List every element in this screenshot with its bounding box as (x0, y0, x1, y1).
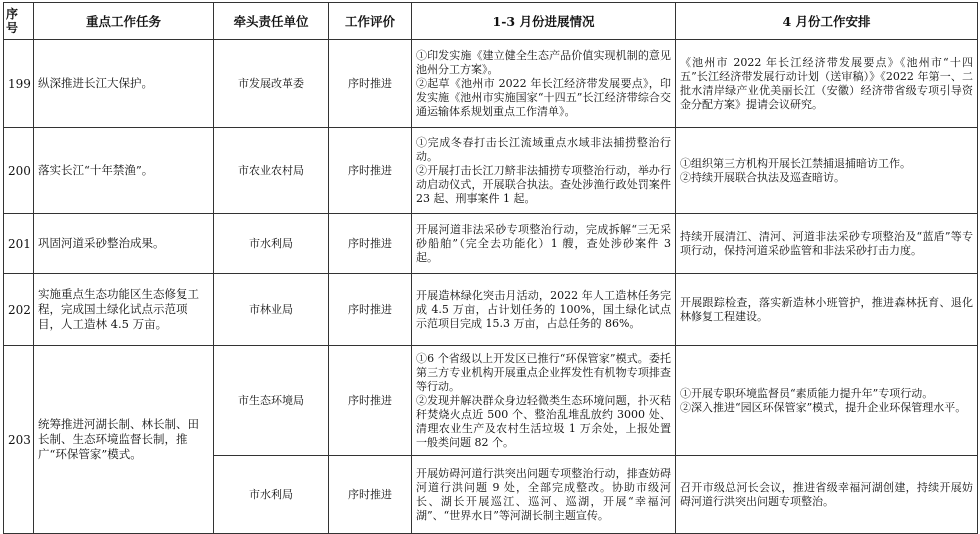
row-plan: ①开展专职环境监督员“素质能力提升年”专项行动。 ②深入推进“园区环保管家”模式，提升企业环保管理水平。 (676, 346, 978, 456)
row-eval: 序时推进 (329, 128, 412, 214)
row-seq: 201 (4, 214, 34, 274)
row-eval: 序时推进 (329, 346, 412, 456)
header-unit: 牵头责任单位 (214, 3, 329, 40)
row-unit: 市生态环境局 (214, 346, 329, 456)
row-task: 纵深推进长江大保护。 (34, 40, 214, 128)
row-eval: 序时推进 (329, 214, 412, 274)
table-row (4, 214, 978, 274)
row-plan: 《池州市 2022 年长江经济带发展要点》《池州市“十四五”长江经济带发展行动计划（送审稿）》《2022 年第一、二批水清岸绿产业优美丽长江（安徽）经济带省级专项引导资金分配方案》提请会议研究。 (676, 40, 978, 128)
row-unit: 市发展改革委 (214, 40, 329, 128)
header-seq: 序 号 (4, 3, 34, 40)
row-unit: 市农业农村局 (214, 128, 329, 214)
row-progress: ①完成冬春打击长江流域重点水域非法捕捞整治行动。 ②开展打击长江刀鲚非法捕捞专项整治行动，举办行动启动仪式，开展联合执法。查处涉渔行政处罚案件 23 起、刑事案件 1 起。 (412, 128, 676, 214)
row-seq: 203 (4, 346, 34, 534)
row-plan: 召开市级总河长会议，推进省级幸福河湖创建，持续开展妨碍河道行洪突出问题专项整治。 (676, 456, 978, 534)
row-plan: ①组织第三方机构开展长江禁捕退捕暗访工作。 ②持续开展联合执法及巡查暗访。 (676, 128, 978, 214)
row-task: 落实长江“十年禁渔”。 (34, 128, 214, 214)
header-eval: 工作评价 (329, 3, 412, 40)
header-task: 重点工作任务 (34, 3, 214, 40)
row-unit: 市水利局 (214, 214, 329, 274)
row-progress: 开展河道非法采砂专项整治行动，完成拆解“三无采砂船舶”（完全去功能化）1 艘，查处涉砂案件 3 起。 (412, 214, 676, 274)
row-plan: 开展跟踪检查，落实新造林小班管护，推进森林抚育、退化林修复工程建设。 (676, 274, 978, 346)
table-row (4, 346, 978, 456)
row-progress: 开展妨碍河道行洪突出问题专项整治行动，排查妨碍河道行洪问题 9 处，全部完成整改。协助市级河长、湖长开展巡江、巡河、巡湖，开展“幸福河湖”、“世界水日”等河湖长制主题宣传。 (412, 456, 676, 534)
row-seq: 202 (4, 274, 34, 346)
header-plan: 4 月份工作安排 (676, 3, 978, 40)
table-header-row (4, 3, 978, 40)
table-row (4, 128, 978, 214)
row-task: 统筹推进河湖长制、林长制、田长制、生态环境监督长制，推广“环保管家”模式。 (34, 346, 214, 534)
work-task-table (3, 2, 978, 534)
row-unit: 市水利局 (214, 456, 329, 534)
row-progress: ①6 个省级以上开发区已推行“环保管家”模式。委托第三方专业机构开展重点企业挥发性有机物专项排查等行动。 ②发现并解决群众身边轻微类生态环境问题，扑灭秸秆焚烧火点近 500 个、整治乱堆乱放约 3000 处、清理农业生产及农村生活垃圾 1 万余处，上报处置一般类问题 82 个。 (412, 346, 676, 456)
table-row (4, 274, 978, 346)
table-row (4, 40, 978, 128)
header-progress: 1-3 月份进展情况 (412, 3, 676, 40)
row-task: 巩固河道采砂整治成果。 (34, 214, 214, 274)
row-eval: 序时推进 (329, 456, 412, 534)
row-plan: 持续开展清江、清河、河道非法采砂专项整治及“蓝盾”等专项行动，保持河道采砂监管和非法采砂打击力度。 (676, 214, 978, 274)
row-seq: 199 (4, 40, 34, 128)
row-eval: 序时推进 (329, 40, 412, 128)
row-progress: ①印发实施《建立健全生态产品价值实现机制的意见池州分工方案》。 ②起草《池州市 2022 年长江经济带发展要点》，印发实施《池州市实施国家“十四五”长江经济带综合交通运输体系规划重点工作清单》。 (412, 40, 676, 128)
row-progress: 开展造林绿化突击月活动，2022 年人工造林任务完成 4.5 万亩，占计划任务的 100%，国土绿化试点示范项目完成 15.3 万亩，占总任务的 86%。 (412, 274, 676, 346)
row-task: 实施重点生态功能区生态修复工程，完成国土绿化试点示范项目，人工造林 4.5 万亩。 (34, 274, 214, 346)
row-eval: 序时推进 (329, 274, 412, 346)
row-seq: 200 (4, 128, 34, 214)
row-unit: 市林业局 (214, 274, 329, 346)
